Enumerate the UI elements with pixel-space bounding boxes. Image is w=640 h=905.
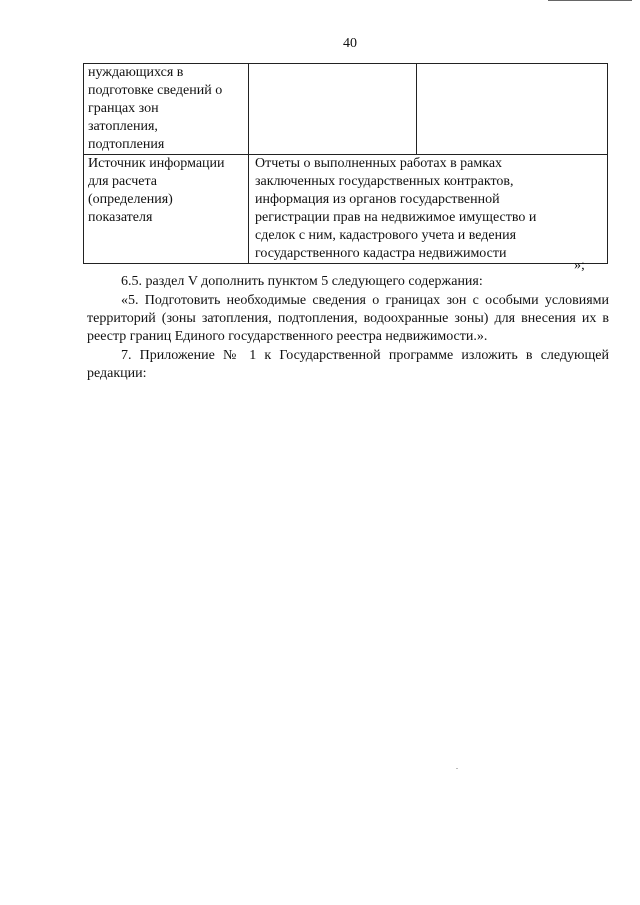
table-cell-merged: [249, 155, 608, 264]
cell-text: Источник информации для расчета (определения) показателя: [88, 156, 225, 225]
scan-dot-mark: [456, 768, 458, 769]
cell-text: нуждающихся в подготовке сведений о гранцах зон затопления, подтопления: [88, 65, 223, 152]
paragraph: «5. Подготовить необходимые сведения о границах зон с особыми условиями территорий (зоны затопления, подтопления, водоохранные зоны) для внесения их в реестр границ Единого государственного реестра недвижимости.».: [87, 293, 609, 344]
page-number: 40: [343, 36, 357, 51]
paragraph: 7. Приложение № 1 к Государственной программе изложить в следующей редакции:: [87, 348, 609, 381]
cell-text: Отчеты о выполненных работах в рамках заключенных государственных контрактов, информация из органов государственной регистрации прав на недвижимое имущество и сделок с ним, кадастрового учета и ведения государственного кадастра недвижимости: [255, 156, 537, 261]
table-cell: [417, 64, 608, 155]
table-cell: [84, 64, 249, 155]
closing-quote: »;: [574, 258, 585, 273]
paragraph: 6.5. раздел V дополнить пунктом 5 следующего содержания:: [121, 274, 483, 289]
table-cell: [84, 155, 249, 264]
table-row: [84, 155, 608, 264]
indicator-table: [83, 63, 608, 264]
scan-edge-mark: [548, 0, 632, 1]
table-cell: [249, 64, 417, 155]
table-row: [84, 64, 608, 155]
